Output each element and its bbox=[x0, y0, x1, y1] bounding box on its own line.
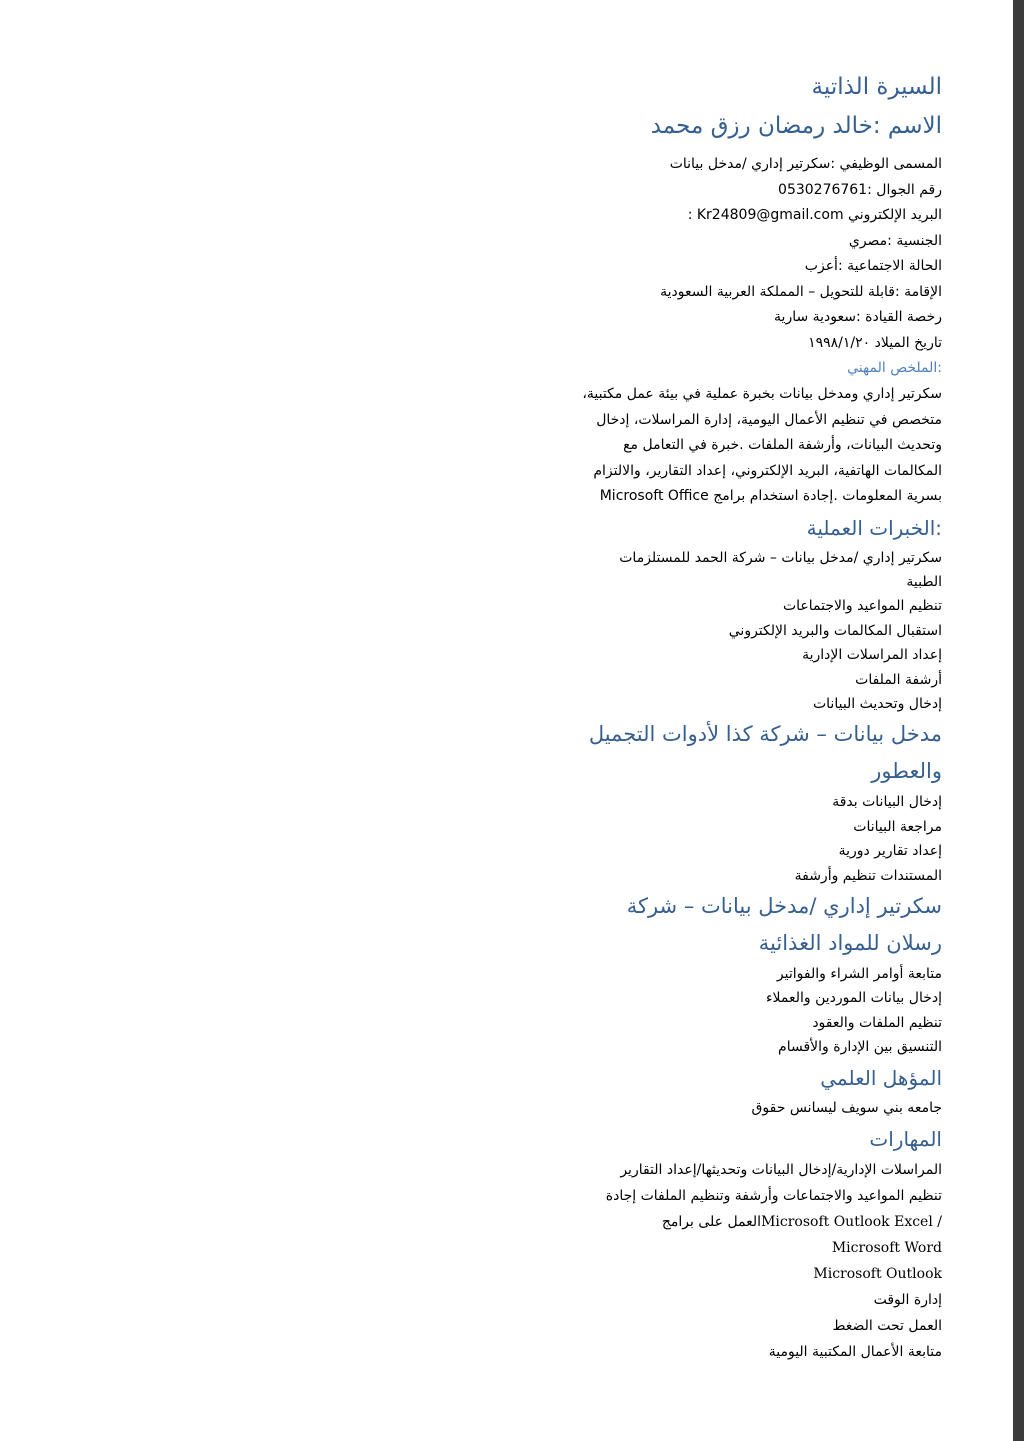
summary-line: المكالمات الهاتفية، البريد الإلكتروني، إعداد التقارير، والالتزام bbox=[593, 462, 942, 479]
skill-item: متابعة الأعمال المكتبية اليومية bbox=[768, 1344, 942, 1361]
education-heading: المؤهل العلمي bbox=[820, 1065, 942, 1090]
applicant-name: الاسم :خالد رمضان رزق محمد bbox=[650, 113, 942, 139]
skill-item: Microsoft Word bbox=[831, 1240, 942, 1257]
job-2-duty: مراجعة البيانات bbox=[853, 818, 942, 835]
summary-line: متخصص في تنظيم الأعمال اليومية، إدارة المراسلات، إدخال bbox=[596, 411, 942, 428]
summary-line: بسرية المعلومات .إجادة استخدام برامج Microsoft Office bbox=[599, 488, 942, 504]
skills-list bbox=[522, 1157, 942, 1365]
job-1-duty: أرشفة الملفات bbox=[855, 671, 942, 688]
job-3-duty: تنظيم الملفات والعقود bbox=[812, 1014, 942, 1031]
job-1-duty: إدخال وتحديث البيانات bbox=[812, 695, 942, 712]
job-2-duty: إعداد تقارير دورية bbox=[838, 843, 942, 860]
job-1-duty: إعداد المراسلات الإدارية bbox=[802, 647, 942, 664]
job-title-line: المسمى الوظيفي :سكرتير إداري /مدخل بيانات bbox=[669, 156, 942, 172]
job-1-title-cont: الطبية bbox=[906, 573, 942, 590]
job-1 bbox=[522, 546, 942, 717]
job-3-duty: التنسيق بين الإدارة والأقسام bbox=[778, 1039, 942, 1056]
summary-heading: :الملخص المهني bbox=[847, 360, 942, 376]
skill-item: / Microsoft Outlook Excelالعمل على برامج bbox=[661, 1214, 942, 1231]
email-line: البريد الإلكتروني Kr24809@gmail.com : bbox=[687, 207, 942, 223]
birth-date-line: تاريخ الميلاد ١٩٩٨/١/٢٠ bbox=[808, 334, 942, 351]
experience-heading: :الخبرات العملية bbox=[806, 515, 942, 540]
skill-item: تنظيم المواعيد والاجتماعات وأرشفة وتنظيم الملفات إجادة bbox=[605, 1188, 942, 1205]
skill-item: إدارة الوقت bbox=[873, 1292, 942, 1309]
cv-content bbox=[522, 68, 942, 1365]
job-2-duty: المستندات تنظيم وأرشفة bbox=[794, 867, 942, 884]
job-3-title-cont: رسلان للمواد الغذائية bbox=[758, 930, 942, 955]
summary-line: سكرتير إداري ومدخل بيانات بخبرة عملية في بيئة عمل مكتبية، bbox=[582, 386, 942, 402]
nationality-line: الجنسية :مصري bbox=[848, 232, 942, 249]
job-3-duty: إدخال بيانات الموردين والعملاء bbox=[765, 990, 942, 1007]
job-3-duty: متابعة أوامر الشراء والفواتير bbox=[776, 965, 942, 982]
job-1-title: سكرتير إداري /مدخل بيانات – شركة الحمد للمستلزمات bbox=[619, 549, 942, 566]
personal-info bbox=[522, 152, 942, 356]
driving-license-line: رخصة القيادة :سعودية سارية bbox=[774, 309, 942, 325]
job-2-duty: إدخال البيانات بدقة bbox=[832, 794, 942, 811]
document-title: السيرة الذاتية bbox=[811, 74, 942, 100]
education-line: جامعه بني سويف ليسانس حقوق bbox=[751, 1099, 942, 1116]
skill-item: العمل تحت الضغط bbox=[832, 1318, 942, 1335]
skill-item: المراسلات الإدارية/إدخال البيانات وتحديثها/إعداد التقارير bbox=[620, 1162, 942, 1179]
window-edge bbox=[1013, 0, 1024, 1441]
job-2-title-cont: والعطور bbox=[871, 759, 942, 784]
mobile-line: رقم الجوال :0530276761 bbox=[778, 181, 942, 198]
residency-line: الإقامة :قابلة للتحويل – المملكة العربية السعودية bbox=[660, 283, 942, 300]
job-2-title: مدخل بيانات – شركة كذا لأدوات التجميل bbox=[588, 722, 942, 747]
job-2 bbox=[522, 716, 942, 888]
summary-paragraph bbox=[522, 380, 942, 510]
marital-status-line: الحالة الاجتماعية :أعزب bbox=[804, 258, 942, 274]
skill-item: Microsoft Outlook bbox=[813, 1266, 942, 1283]
job-1-duty: استقبال المكالمات والبريد الإلكتروني bbox=[728, 622, 942, 639]
job-3-title: سكرتير إداري /مدخل بيانات – شركة bbox=[626, 893, 942, 918]
job-3 bbox=[522, 888, 942, 1060]
job-1-duty: تنظيم المواعيد والاجتماعات bbox=[782, 598, 942, 615]
skills-heading: المهارات bbox=[869, 1127, 942, 1152]
summary-line: وتحديث البيانات، وأرشفة الملفات .خبرة في التعامل مع bbox=[623, 437, 942, 453]
